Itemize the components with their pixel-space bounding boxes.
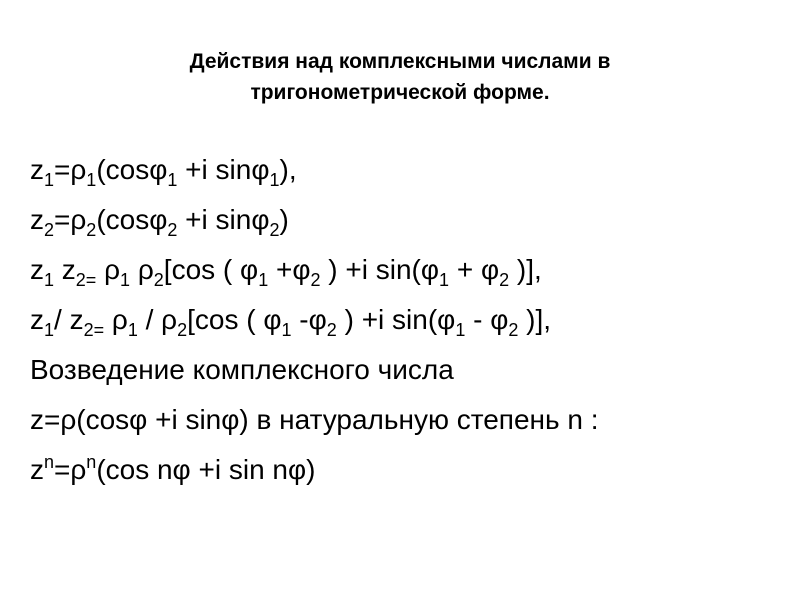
subscript: 2= — [75, 270, 97, 290]
formula-text: [cos ( φ — [187, 304, 282, 335]
formula-product — [30, 250, 790, 300]
subscript: 2 — [167, 220, 178, 240]
text-natural-power — [30, 400, 790, 450]
subscript: 2 — [86, 220, 97, 240]
subscript: 1 — [127, 320, 138, 340]
subscript: 1 — [167, 170, 178, 190]
formula-text: - φ — [465, 304, 509, 335]
subscript: 1 — [258, 270, 269, 290]
formula-text: [cos ( φ — [163, 254, 259, 285]
formula-text: z=ρ(cosφ +i sinφ) в натуральную степень n : — [30, 404, 599, 435]
formula-text: =ρ — [54, 154, 87, 185]
subscript: 2 — [508, 320, 519, 340]
subscript: 2 — [326, 320, 337, 340]
title-line-2: тригонометрической форме. — [250, 81, 550, 104]
formula-quotient — [30, 300, 790, 350]
formula-text: / ρ — [137, 304, 178, 335]
formula-text: / z — [54, 304, 84, 335]
formula-text: =ρ — [54, 204, 87, 235]
formula-text: + φ — [449, 254, 500, 285]
formula-body — [30, 150, 790, 500]
subscript: 1 — [44, 170, 55, 190]
formula-text: Возведение комплексного числа — [30, 354, 454, 385]
formula-text: ) +i sin(φ — [320, 254, 440, 285]
formula-z2 — [30, 200, 790, 250]
formula-text: -φ — [291, 304, 327, 335]
formula-text: z — [30, 204, 44, 235]
formula-text: ) +i sin(φ — [336, 304, 456, 335]
subscript: 1 — [281, 320, 292, 340]
subscript: 2 — [269, 220, 280, 240]
subscript: 2 — [310, 270, 321, 290]
superscript: n — [86, 452, 97, 472]
subscript: 2 — [177, 320, 188, 340]
formula-text: )], — [509, 254, 542, 285]
formula-text: =ρ — [54, 454, 87, 485]
formula-text: +i sinφ — [177, 154, 270, 185]
formula-text: ) — [279, 204, 289, 235]
formula-power — [30, 450, 790, 500]
formula-text: (cosφ — [96, 204, 168, 235]
subscript: 2= — [83, 320, 105, 340]
formula-text: ), — [279, 154, 297, 185]
formula-text: ρ — [104, 304, 128, 335]
subscript: 1 — [120, 270, 131, 290]
subscript: 1 — [44, 270, 55, 290]
superscript: n — [44, 452, 55, 472]
formula-text: z — [30, 304, 44, 335]
subscript: 1 — [455, 320, 466, 340]
formula-text: +φ — [268, 254, 311, 285]
formula-text: z — [30, 454, 44, 485]
formula-text: z — [30, 154, 44, 185]
formula-text: +i sinφ — [177, 204, 270, 235]
subscript: 2 — [153, 270, 164, 290]
formula-text: z — [30, 254, 44, 285]
formula-text: ρ — [96, 254, 121, 285]
subscript: 1 — [44, 320, 55, 340]
subscript: 1 — [439, 270, 450, 290]
subscript: 2 — [44, 220, 55, 240]
subscript: 1 — [269, 170, 280, 190]
text-exponentiation — [30, 350, 790, 400]
formula-z1 — [30, 150, 790, 200]
title-line-1: Действия над комплексными числами в — [189, 50, 611, 73]
formula-text: )], — [518, 304, 552, 335]
subscript: 1 — [86, 170, 97, 190]
formula-text: (cosφ — [96, 154, 168, 185]
formula-text: z — [54, 254, 76, 285]
slide-title — [0, 46, 800, 108]
formula-text: ρ — [130, 254, 154, 285]
formula-text: (cos nφ +i sin nφ) — [96, 454, 316, 485]
subscript: 2 — [499, 270, 510, 290]
